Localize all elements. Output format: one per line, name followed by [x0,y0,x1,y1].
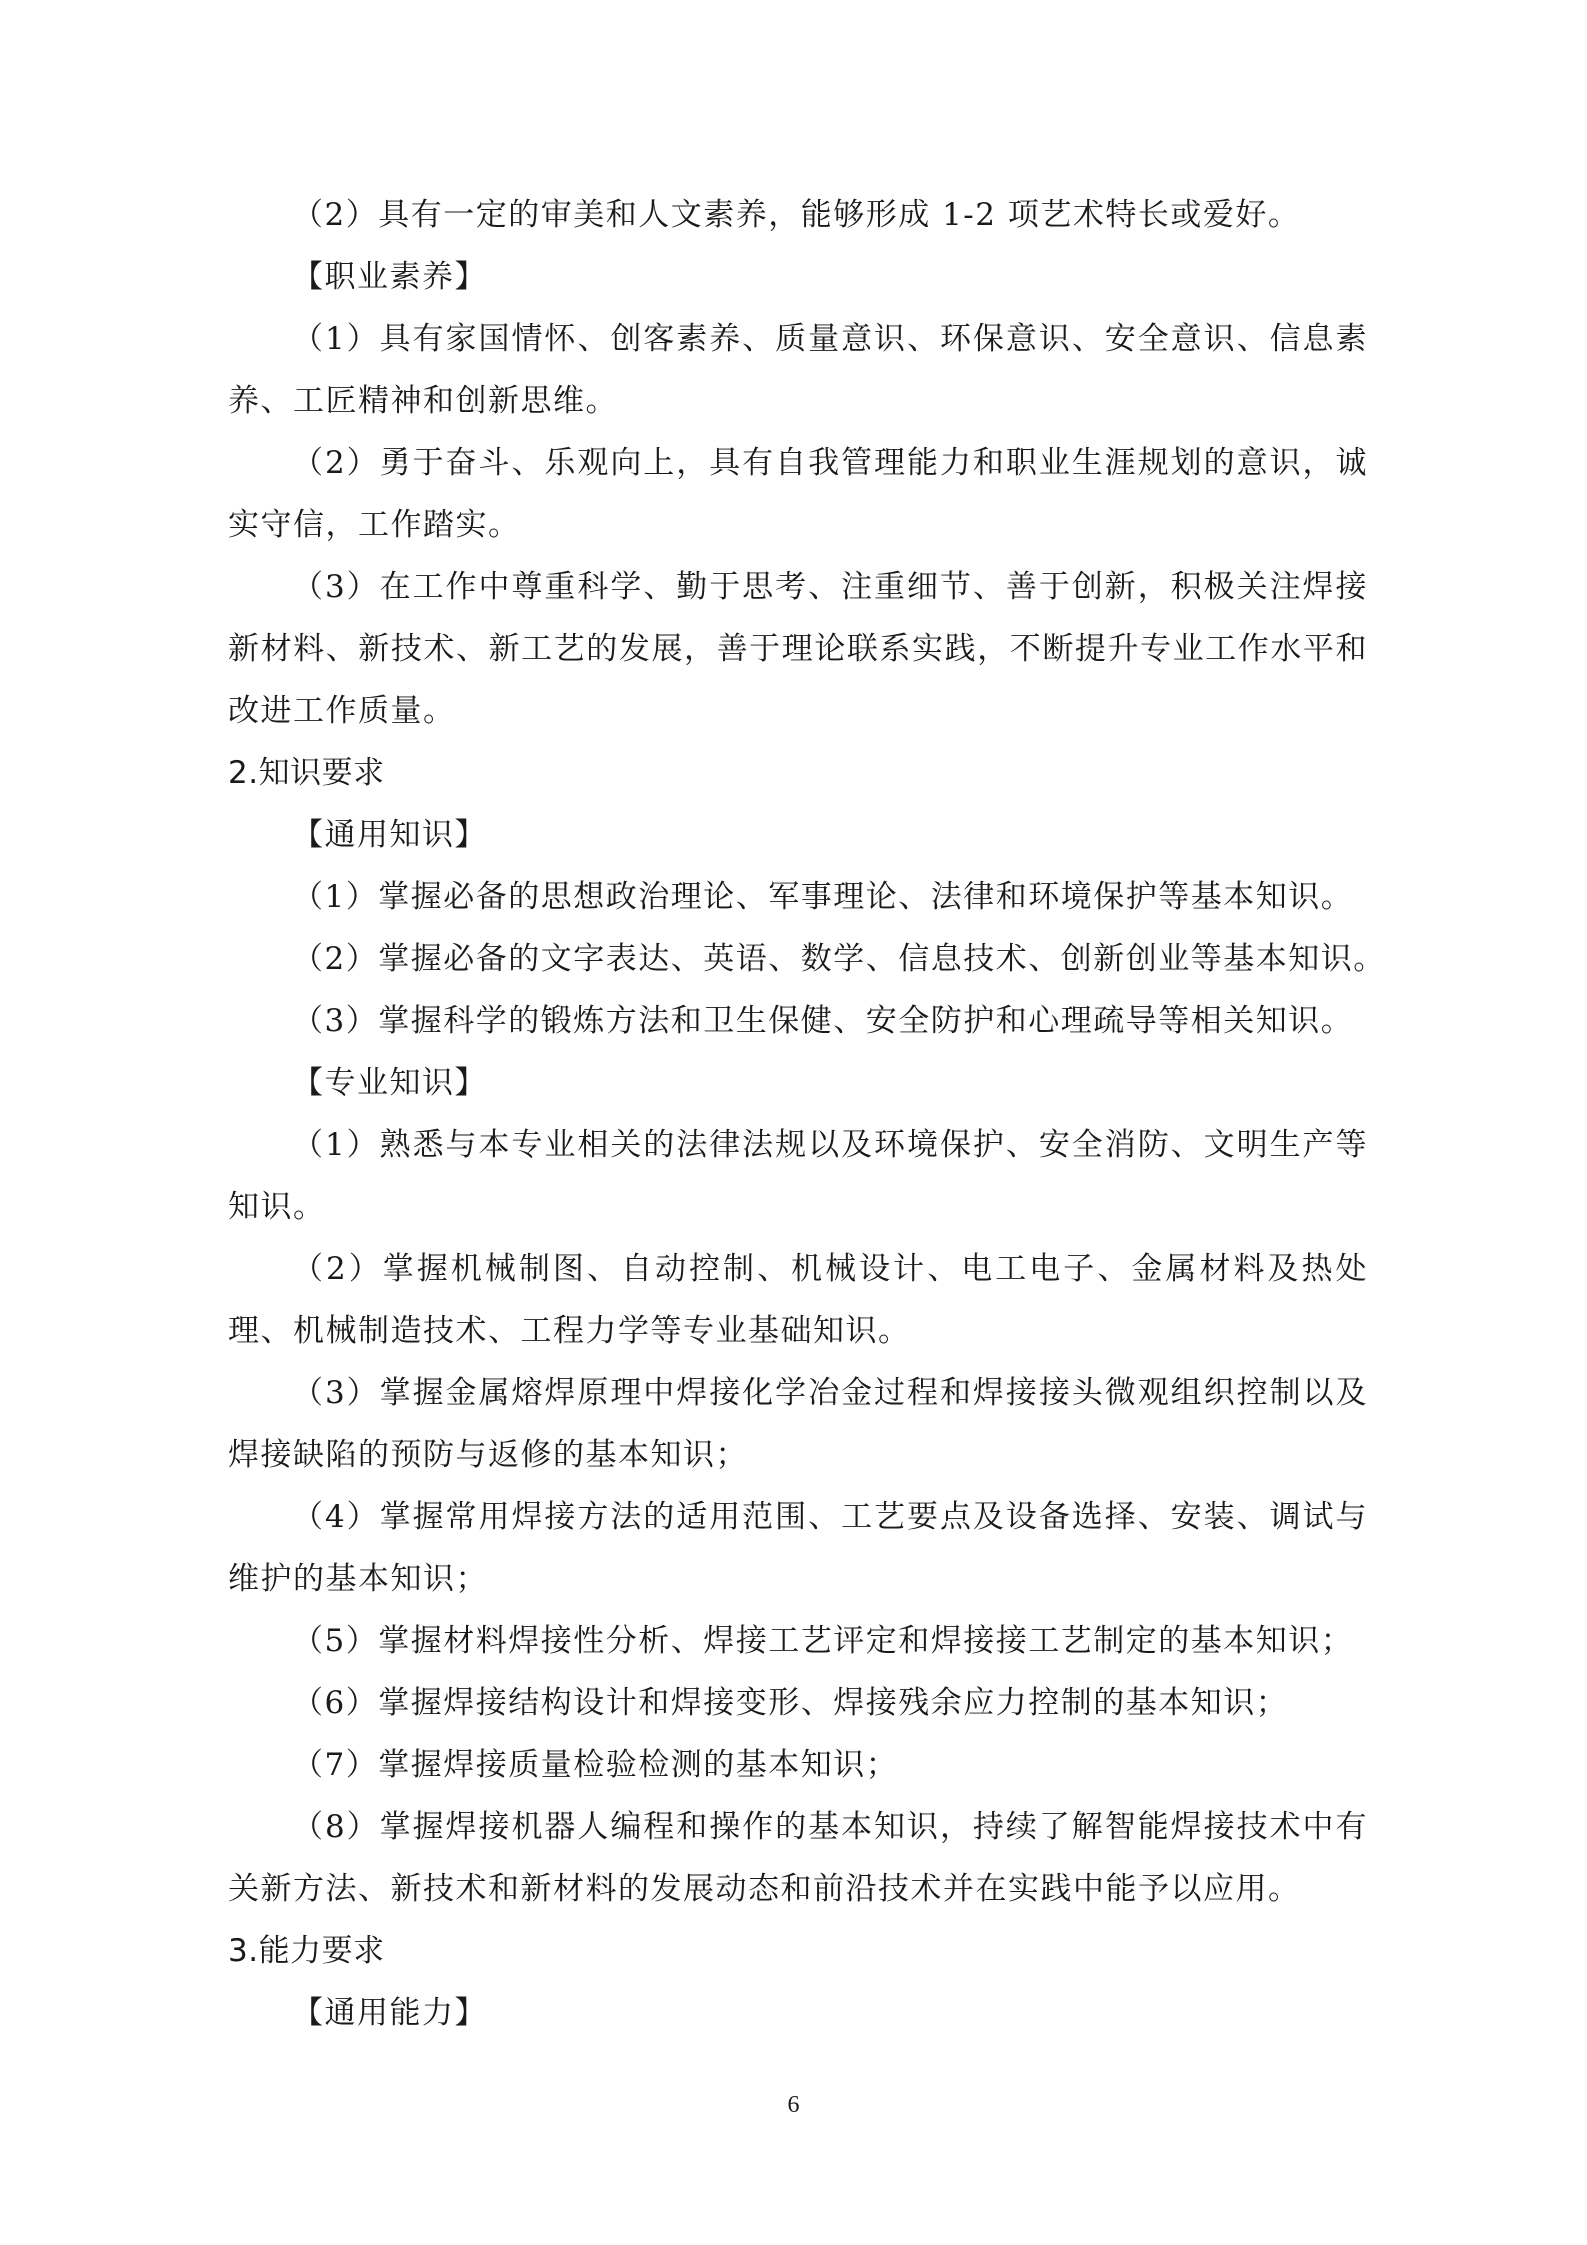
paragraph-professional-knowledge-1: （1）熟悉与本专业相关的法律法规以及环境保护、安全消防、文明生产等知识。 [228,1127,1368,1225]
paragraph-professional-knowledge-3: （3）掌握金属熔焊原理中焊接化学冶金过程和焊接接头微观组织控制以及焊接缺陷的预防与返修的基本知识； [228,1375,1368,1473]
paragraph-general-knowledge-3: （3）掌握科学的锻炼方法和卫生保健、安全防护和心理疏导等相关知识。 [292,1003,1354,1039]
paragraph-professional-knowledge-5: （5）掌握材料焊接性分析、焊接工艺评定和焊接接工艺制定的基本知识； [292,1623,1354,1659]
paragraph-quality-3: （3）在工作中尊重科学、勤于思考、注重细节、善于创新，积极关注焊接新材料、新技术、新工艺的发展，善于理论联系实践，不断提升专业工作水平和改进工作质量。 [228,569,1368,729]
section-label-professional-quality: 【职业素养】 [292,259,487,295]
paragraph-general-knowledge-2: （2）掌握必备的文字表达、英语、数学、信息技术、创新创业等基本知识。 [292,941,1386,977]
heading-knowledge-requirements: 2.知识要求 [228,755,385,791]
paragraph-quality-1: （1）具有家国情怀、创客素养、质量意识、环保意识、安全意识、信息素养、工匠精神和创新思维。 [228,321,1368,419]
page-body [228,184,1386,2044]
paragraph-professional-knowledge-4: （4）掌握常用焊接方法的适用范围、工艺要点及设备选择、安装、调试与维护的基本知识； [228,1499,1368,1597]
paragraph-general-knowledge-1: （1）掌握必备的思想政治理论、军事理论、法律和环境保护等基本知识。 [292,879,1354,915]
paragraph-professional-knowledge-6: （6）掌握焊接结构设计和焊接变形、焊接残余应力控制的基本知识； [292,1685,1289,1721]
page-number: 6 [787,2092,800,2118]
paragraph-aesthetic: （2）具有一定的审美和人文素养，能够形成 1-2 项艺术特长或爱好。 [292,197,1301,233]
section-label-general-ability: 【通用能力】 [292,1995,487,2031]
section-label-general-knowledge: 【通用知识】 [292,817,487,853]
paragraph-quality-2: （2）勇于奋斗、乐观向上，具有自我管理能力和职业生涯规划的意识，诚实守信，工作踏实。 [228,445,1368,543]
heading-ability-requirements: 3.能力要求 [228,1933,385,1969]
paragraph-professional-knowledge-7: （7）掌握焊接质量检验检测的基本知识； [292,1747,899,1783]
section-label-professional-knowledge: 【专业知识】 [292,1065,487,1101]
paragraph-professional-knowledge-8: （8）掌握焊接机器人编程和操作的基本知识，持续了解智能焊接技术中有关新方法、新技术和新材料的发展动态和前沿技术并在实践中能予以应用。 [228,1809,1368,1907]
paragraph-professional-knowledge-2: （2）掌握机械制图、自动控制、机械设计、电工电子、金属材料及热处理、机械制造技术、工程力学等专业基础知识。 [228,1251,1368,1349]
